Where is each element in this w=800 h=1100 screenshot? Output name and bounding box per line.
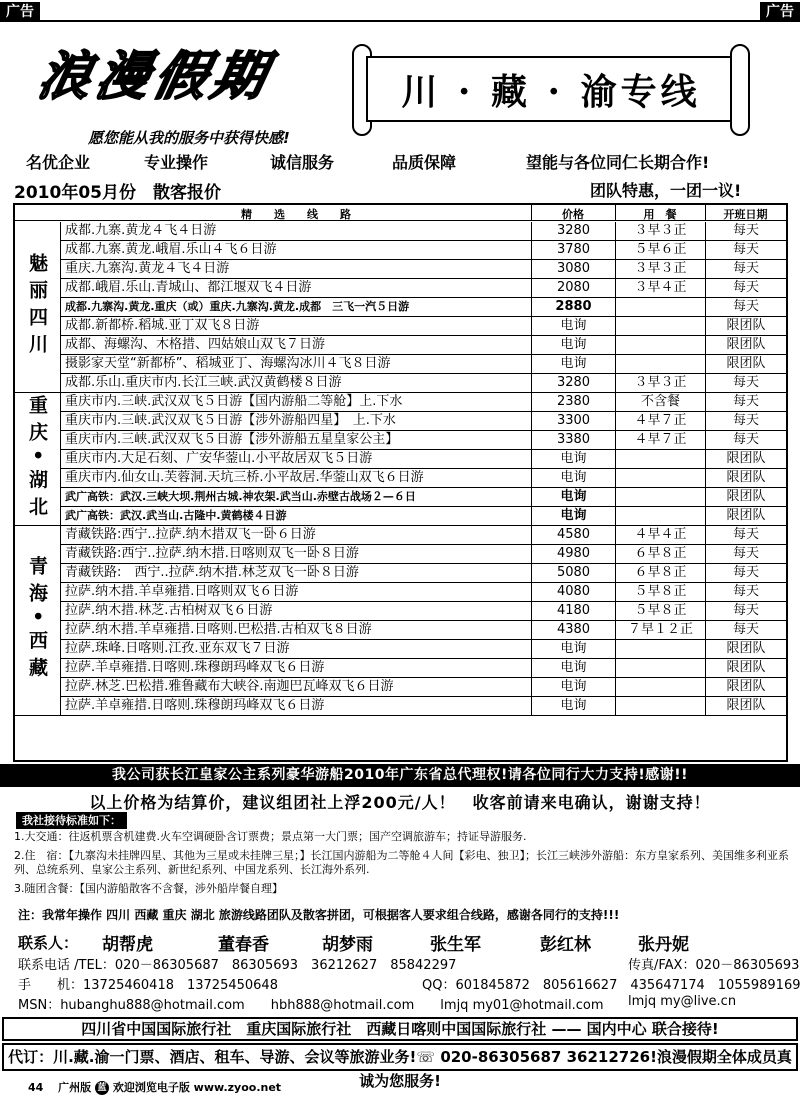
- price-cell: 2080: [531, 279, 615, 297]
- mobile-row: [18, 974, 800, 993]
- meal-cell: ７早１２正: [615, 621, 705, 639]
- table-row: [61, 526, 786, 545]
- route-cell: 重庆.九寨沟.黄龙４飞４日游: [65, 261, 230, 276]
- days-cell: 每天: [705, 393, 786, 411]
- meal-cell: [615, 659, 705, 677]
- contacts-row: [18, 930, 788, 955]
- meal-cell: ６早８正: [615, 545, 705, 563]
- operations-note: 注：我常年操作 四川 西藏 重庆 湖北 旅游线路团队及散客拼团，可根据客人要求组合线路，感谢各同行的支持!!!: [18, 908, 620, 922]
- route-cell: 成都.新都桥.稻城.亚丁双飞８日游: [65, 318, 260, 333]
- table-row: [61, 241, 786, 260]
- days-cell: 限团队: [705, 640, 786, 658]
- group-label: 魅丽四川: [26, 253, 48, 361]
- route-cell: 重庆市内.三峡.武汉双飞５日游【涉外游船四星】 上.下水: [65, 413, 396, 428]
- days-cell: 每天: [705, 298, 786, 316]
- price-cell: 电询: [531, 640, 615, 658]
- route-cell: 青藏铁路: 西宁..拉萨.纳木措.林芝双飞一卧８日游: [65, 565, 359, 580]
- qq-numbers: QQ：601845872 805616627 435647174 1055989169: [422, 978, 800, 993]
- route-cell: 拉萨.林芝.巴松措.雅鲁藏布大峡谷.南迦巴瓦峰双飞６日游: [65, 679, 394, 694]
- table-row: [61, 260, 786, 279]
- days-cell: 每天: [705, 621, 786, 639]
- meal-cell: ３早３正: [615, 222, 705, 240]
- price-cell: 4980: [531, 545, 615, 563]
- agency-banner: 我公司获长江皇家公主系列豪华游船2010年广东省总代理权!请各位同行大力支持!感谢!!: [0, 764, 800, 787]
- meal-cell: ５早８正: [615, 602, 705, 620]
- days-cell: 每天: [705, 412, 786, 430]
- days-cell: 限团队: [705, 355, 786, 373]
- table-row: [61, 412, 786, 431]
- meal-cell: [615, 298, 705, 316]
- price-cell: 3280: [531, 374, 615, 392]
- page-footer: [28, 1079, 281, 1095]
- route-cell: 成都.峨眉.乐山.青城山、都江堰双飞４日游: [65, 280, 312, 295]
- logo: 浪漫假期: [32, 46, 278, 107]
- route-cell: 重庆市内.三峡.武汉双飞５日游【涉外游船五星皇家公主】: [65, 432, 399, 447]
- team-offer: 团队特惠，一团一议!: [590, 181, 742, 200]
- contact-name: 张丹妮: [638, 935, 689, 955]
- msn-addresses: MSN：hubanghu888@hotmail.com hbh888@hotmail.com lmjq my01@hotmail.com: [18, 998, 604, 1013]
- route-cell: 拉萨.纳木措.羊卓雍措.日喀则双飞６日游: [65, 584, 299, 599]
- price-cell: 电询: [531, 697, 615, 715]
- price-cell: 电询: [531, 317, 615, 335]
- days-cell: 限团队: [705, 507, 786, 525]
- route-cell: 拉萨.羊卓雍措.日喀则.珠穆朗玛峰双飞６日游: [65, 698, 325, 713]
- days-cell: 每天: [705, 526, 786, 544]
- header-route: 精 选 线 路: [241, 208, 351, 221]
- title-scroll: [352, 44, 750, 136]
- phone-numbers: 联系电话 /TEL：020－86305687 86305693 36212627 85842297: [18, 958, 457, 973]
- standard-item: 2.住 宿：【九寨沟未挂牌四星、其他为三星或未挂牌三星；】长江国内游船为二等舱４人间【彩电、独卫】；长江三峡涉外游船：东方皇家系列、美国维多利亚系列、总统系列、皇家公主系列、新世纪系列、中国龙系列、长江海外系列.: [14, 849, 789, 876]
- quality-item: 品质保障: [392, 153, 457, 172]
- table-row: [61, 222, 786, 241]
- route-cell: 成都.九寨.黄龙４飞４日游: [65, 223, 217, 238]
- route-cell: 武广高铁：武汉.三峡大坝.荆州古城.神农架.武当山.赤壁古战场２—６日: [65, 490, 416, 503]
- meal-cell: [615, 317, 705, 335]
- meal-cell: ５早８正: [615, 583, 705, 601]
- route-cell: 重庆市内.三峡.武汉双飞５日游【国内游船二等舱】上.下水: [65, 394, 403, 409]
- contact-name: 彭红林: [540, 935, 591, 955]
- price-note: 以上价格为结算价，建议组团社上浮200元/人！ 收客前请来电确认，谢谢支持！: [89, 793, 711, 812]
- meal-cell: 不含餐: [615, 393, 705, 411]
- contact-name: 胡帮虎: [102, 935, 153, 955]
- table-row: [61, 507, 786, 526]
- price-cell: 电询: [531, 678, 615, 696]
- route-cell: 青藏铁路:西宁..拉萨.纳木措.日喀则双飞一卧８日游: [65, 546, 359, 561]
- price-cell: 3780: [531, 241, 615, 259]
- meal-cell: ４早４正: [615, 526, 705, 544]
- ad-label-right: 广告: [760, 2, 800, 22]
- standard-item: 1.大交通：往返机票含机建费.火车空调硬卧含订票费；景点第一大门票；国产空调旅游车；持证导游服务.: [14, 830, 527, 843]
- table-row: [61, 697, 786, 716]
- days-cell: 限团队: [705, 450, 786, 468]
- days-cell: 限团队: [705, 678, 786, 696]
- meal-cell: ３早４正: [615, 279, 705, 297]
- price-cell: 电询: [531, 450, 615, 468]
- table-row: [61, 450, 786, 469]
- price-cell: 3380: [531, 431, 615, 449]
- days-cell: 每天: [705, 260, 786, 278]
- route-cell: 拉萨.纳木措.林芝.古柏树双飞６日游: [65, 603, 273, 618]
- table-group: [15, 526, 61, 716]
- table-row: [61, 298, 786, 317]
- date-title: 2010年05月份 散客报价: [14, 183, 221, 203]
- group-label: 重庆•湖北: [26, 394, 48, 524]
- standards-title: 我社接待标准如下：: [16, 812, 127, 829]
- route-cell: 重庆市内.仙女山.芙蓉洞.天坑三桥.小平故居.华蓥山双飞６日游: [65, 470, 424, 485]
- days-cell: 每天: [705, 583, 786, 601]
- footer-text: 欢迎浏览电子版 www.zyoo.net: [112, 1081, 282, 1094]
- route-cell: 成都.乐山.重庆市内.长江三峡.武汉黄鹤楼８日游: [65, 375, 342, 390]
- price-cell: 4380: [531, 621, 615, 639]
- days-cell: 每天: [705, 222, 786, 240]
- table-row: [61, 431, 786, 450]
- line-title: 川 · 藏 · 渝专线: [401, 71, 701, 113]
- route-cell: 摄影家天堂“新都桥”、稻城亚丁、海螺沟冰川４飞８日游: [65, 356, 391, 371]
- price-table: [13, 203, 788, 762]
- agent-services-box: 代订：川.藏.渝一门票、酒店、租车、导游、会议等旅游业务!☏ 020-86305687 36212726!浪漫假期全体成员真诚为您服务!: [2, 1043, 798, 1071]
- meal-cell: [615, 355, 705, 373]
- days-cell: 限团队: [705, 488, 786, 506]
- days-cell: 每天: [705, 564, 786, 582]
- route-cell: 青藏铁路:西宁..拉萨.纳木措双飞一卧６日游: [65, 527, 316, 542]
- slogan: 愿您能从我的服务中获得快感!: [88, 129, 290, 147]
- days-cell: 每天: [705, 431, 786, 449]
- table-row: [61, 640, 786, 659]
- header-divider: [615, 205, 616, 221]
- days-cell: 每天: [705, 241, 786, 259]
- ad-label-left: 广告: [0, 2, 40, 22]
- price-cell: 电询: [531, 488, 615, 506]
- header-days: 开班日期: [723, 208, 768, 221]
- header-price: 价格: [562, 208, 584, 221]
- meal-cell: [615, 697, 705, 715]
- meal-cell: ５早６正: [615, 241, 705, 259]
- quality-item: 望能与各位同仁长期合作!: [526, 153, 710, 172]
- fax-number: 传真/FAX：020－86305693: [628, 958, 800, 973]
- table-row: [61, 545, 786, 564]
- meal-cell: ３早３正: [615, 260, 705, 278]
- page-number: 44: [28, 1081, 44, 1094]
- group-label: 青海•西藏: [26, 556, 48, 685]
- price-cell: 3080: [531, 260, 615, 278]
- quality-item: 诚信服务: [270, 153, 335, 172]
- agencies-box: 四川省中国国际旅行社 重庆国际旅行社 西藏日喀则中国国际旅行社 —— 国内中心 联合接待!: [2, 1017, 798, 1041]
- table-row: [61, 355, 786, 374]
- price-cell: 2880: [531, 298, 615, 316]
- route-cell: 拉萨.珠峰.日喀则.江孜.亚东双飞７日游: [65, 641, 290, 656]
- standard-item: 3.随团含餐：【国内游船散客不含餐，涉外船岸餐自理】: [14, 882, 283, 895]
- meal-cell: ３早３正: [615, 374, 705, 392]
- days-cell: 每天: [705, 602, 786, 620]
- price-cell: 4080: [531, 583, 615, 601]
- price-cell: 电询: [531, 336, 615, 354]
- quality-item: 专业操作: [144, 153, 209, 172]
- price-cell: 电询: [531, 507, 615, 525]
- days-cell: 限团队: [705, 336, 786, 354]
- scroll-roll-right: [730, 44, 750, 136]
- edition-dot-icon: 蓝: [95, 1081, 109, 1095]
- table-row: [61, 317, 786, 336]
- meal-cell: [615, 678, 705, 696]
- price-cell: 4580: [531, 526, 615, 544]
- price-cell: 2380: [531, 393, 615, 411]
- table-row: [61, 469, 786, 488]
- price-cell: 电询: [531, 469, 615, 487]
- meal-cell: ６早８正: [615, 564, 705, 582]
- table-row: [61, 393, 786, 412]
- contact-name: 董春香: [218, 935, 269, 955]
- price-cell: 5080: [531, 564, 615, 582]
- table-header: [15, 205, 786, 221]
- qualities-bar: [26, 150, 786, 174]
- header-divider: [531, 205, 532, 221]
- top-rule: [0, 20, 800, 22]
- quality-item: 名优企业: [26, 153, 91, 172]
- table-row: [61, 336, 786, 355]
- days-cell: 限团队: [705, 469, 786, 487]
- contact-name: 张生军: [430, 935, 481, 955]
- route-cell: 重庆市内.大足石刻、广安华蓥山.小平故居双飞５日游: [65, 451, 373, 466]
- price-cell: 电询: [531, 355, 615, 373]
- meal-cell: [615, 507, 705, 525]
- days-cell: 限团队: [705, 697, 786, 715]
- standards-list: [14, 830, 790, 901]
- msn-extra: lmjq my@live.cn: [628, 994, 737, 1009]
- price-cell: 3280: [531, 222, 615, 240]
- meal-cell: [615, 469, 705, 487]
- phone-row: [18, 954, 800, 973]
- price-cell: 电询: [531, 659, 615, 677]
- table-row: [61, 374, 786, 393]
- table-group: [15, 222, 61, 393]
- contact-name: 胡梦雨: [322, 935, 373, 955]
- route-cell: 拉萨.羊卓雍措.日喀则.珠穆朗玛峰双飞６日游: [65, 660, 325, 675]
- table-row: [61, 564, 786, 583]
- header-divider: [705, 205, 706, 221]
- route-cell: 拉萨.纳木措.羊卓雍措.日喀则.巴松措.古柏双飞８日游: [65, 622, 372, 637]
- meal-cell: ４早７正: [615, 412, 705, 430]
- route-cell: 武广高铁：武汉.武当山.古隆中.黄鹤楼４日游: [65, 509, 287, 522]
- paper-edition: 广州版: [58, 1081, 92, 1094]
- meal-cell: ４早７正: [615, 431, 705, 449]
- contacts-label: 联系人：: [18, 934, 79, 952]
- days-cell: 每天: [705, 374, 786, 392]
- header-meal: 用 餐: [643, 208, 677, 221]
- meal-cell: [615, 488, 705, 506]
- mobile-numbers: 手 机：13725460418 13725450648: [18, 978, 278, 993]
- table-group: [15, 393, 61, 526]
- table-row: [61, 279, 786, 298]
- table-row: [61, 583, 786, 602]
- route-cell: 成都.九寨.黄龙.峨眉.乐山４飞６日游: [65, 242, 277, 257]
- table-row: [61, 621, 786, 640]
- route-cell: 成都、海螺沟、木格措、四姑娘山双飞７日游: [65, 337, 326, 352]
- meal-cell: [615, 336, 705, 354]
- msn-row: [18, 994, 788, 1012]
- route-cell: 成都.九寨沟.黄龙.重庆（或）重庆.九寨沟.黄龙.成都 三飞一汽５日游: [65, 300, 410, 313]
- meal-cell: [615, 450, 705, 468]
- table-row: [61, 602, 786, 621]
- price-cell: 3300: [531, 412, 615, 430]
- days-cell: 限团队: [705, 659, 786, 677]
- days-cell: 每天: [705, 545, 786, 563]
- days-cell: 限团队: [705, 317, 786, 335]
- table-row: [61, 659, 786, 678]
- table-row: [61, 678, 786, 697]
- table-row: [61, 488, 786, 507]
- meal-cell: [615, 640, 705, 658]
- days-cell: 每天: [705, 279, 786, 297]
- price-cell: 4180: [531, 602, 615, 620]
